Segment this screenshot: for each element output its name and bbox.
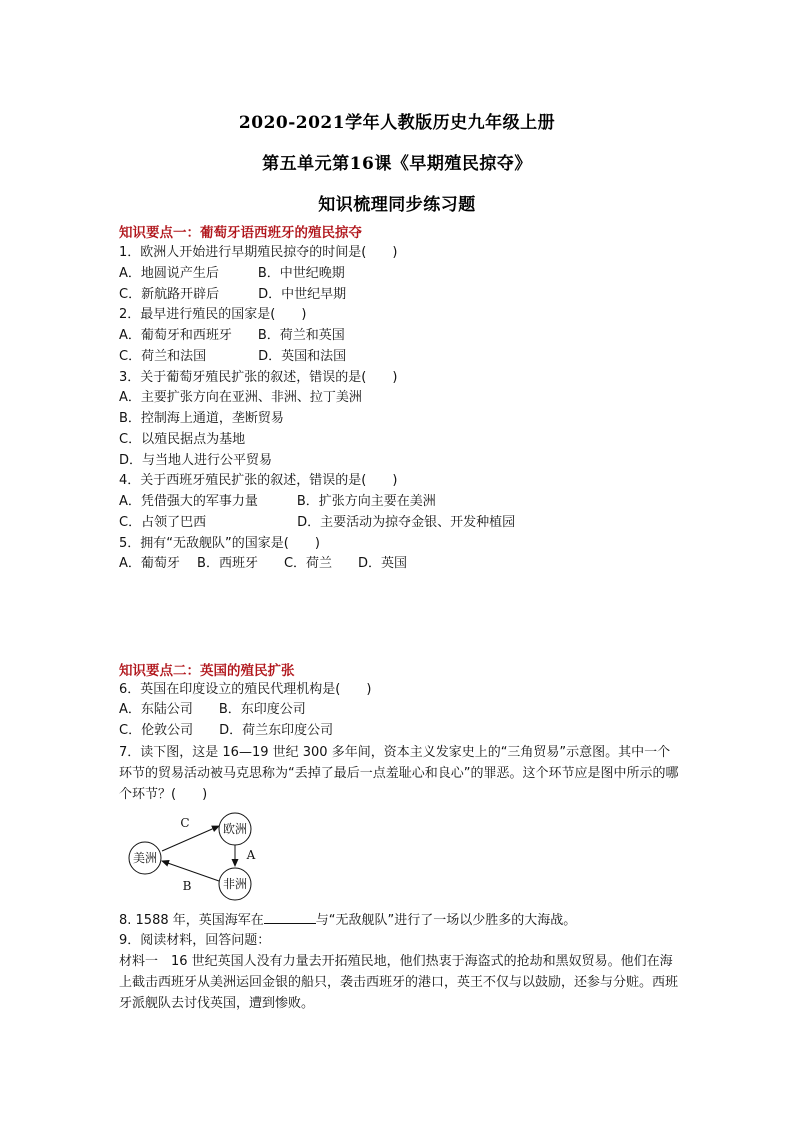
material-1-text: 材料一 16 世纪英国人没有力量去开拓殖民地，他们热衷于海盗式的抢劫和黑奴贸易。他们在海上截击西班牙从美洲运回金银的船只，袭击西班牙的港口，英王不仅与以鼓励，还参与分赃。西班牙派舰队去讨伐英国，遭到惨败。 — [119, 954, 679, 1011]
option-line: C．伦敦公司 D．荷兰东印度公司 — [119, 723, 334, 738]
section-heading-1: 知识要点一：葡萄牙语西班牙的殖民掠夺 — [119, 225, 362, 241]
option-line: A．东陆公司 B．东印度公司 — [119, 702, 306, 717]
question-line: 4．关于西班牙殖民扩张的叙述，错误的是( ) — [119, 473, 398, 488]
question-7-text: 7．读下图，这是 16—19 世纪 300 多年间，资本主义发家史上的“三角贸易”示意图。其中一个环节的贸易活动被马克思称为“丢掉了最后一点羞耻心和良心”的罪恶。这个环节应是图中所示的哪个环节？( ) — [119, 745, 679, 802]
section-heading-2: 知识要点二：英国的殖民扩张 — [119, 663, 295, 679]
question-8-blank — [264, 910, 316, 924]
document-title: 2020-2021学年人教版历史九年级上册 — [238, 113, 556, 133]
option-line: D．与当地人进行公平贸易 — [119, 453, 273, 468]
node-america-label: 美洲 — [132, 851, 158, 865]
option-line: C．以殖民据点为基地 — [119, 432, 246, 447]
lesson-title: 第五单元第16课《早期殖民掠夺》 — [262, 154, 532, 174]
option-line: A．葡萄牙和西班牙 B．荷兰和英国 — [119, 328, 345, 343]
question-8 — [119, 910, 576, 931]
option-line: A．凭借强大的军事力量 B．扩张方向主要在美洲 — [119, 494, 436, 509]
question-line: 1．欧洲人开始进行早期殖民掠夺的时间是( ) — [119, 245, 398, 260]
edge-a-label: A — [246, 848, 256, 862]
triangle-trade-diagram — [118, 808, 278, 904]
node-europe-label: 欧洲 — [222, 822, 248, 836]
option-line: C．荷兰和法国 D．英国和法国 — [119, 349, 347, 364]
option-line: C．新航路开辟后 D．中世纪早期 — [119, 287, 347, 302]
option-line: A．地圆说产生后 B．中世纪晚期 — [119, 266, 345, 281]
question-line: 2．最早进行殖民的国家是( ) — [119, 307, 307, 322]
edge-c-label: C — [180, 816, 190, 830]
question-line: 5．拥有“无敌舰队”的国家是( ) — [119, 536, 320, 551]
edge-b-label: B — [182, 879, 192, 893]
option-line: A．葡萄牙 B．西班牙 C．荷兰 D．英国 — [119, 556, 408, 571]
option-line: B．控制海上通道，垄断贸易 — [119, 411, 284, 426]
question-8-after: 与“无敌舰队”进行了一场以少胜多的大海战。 — [315, 913, 577, 928]
question-line: 3．关于葡萄牙殖民扩张的叙述，错误的是( ) — [119, 370, 398, 385]
node-africa-label: 非洲 — [222, 877, 248, 891]
question-9: 9．阅读材料，回答问题： — [119, 933, 271, 948]
option-line: C．占领了巴西 D．主要活动为掠夺金银、开发种植园 — [119, 515, 516, 530]
question-8-before: 8. 1588 年，英国海军在 — [119, 913, 264, 928]
edge-c-arrow — [162, 826, 219, 851]
exercise-title: 知识梳理同步练习题 — [318, 195, 476, 215]
option-line: A．主要扩张方向在亚洲、非洲、拉丁美洲 — [119, 390, 362, 405]
question-line: 6．英国在印度设立的殖民代理机构是( ) — [119, 682, 372, 697]
edge-b-arrow — [162, 861, 219, 881]
